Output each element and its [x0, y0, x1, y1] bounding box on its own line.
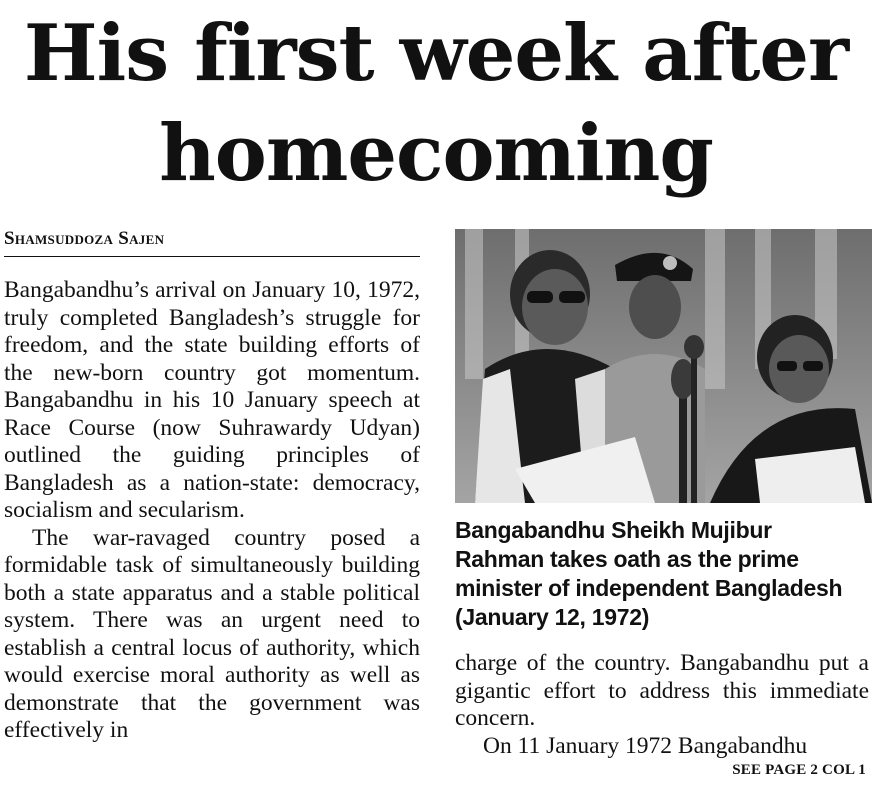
byline: Shamsuddoza Sajen	[4, 228, 420, 257]
photo-caption: Bangabandhu Sheikh Mujibur Rahman takes oath as the prime minister of independent Bangladesh (January 12, 1972)	[455, 517, 843, 630]
paragraph: Bangabandhu’s arrival on January 10, 1972, truly completed Bangladesh’s struggle for freedom, and the state building efforts of the new-born country got momentum. Bangabandhu in his 10 January speech at Race Course (now Suhrawardy Udyan) outlined the guiding principles of Bangladesh as a nation-state: democracy, socialism and secularism.	[4, 277, 420, 523]
paragraph: On 11 January 1972 Bangabandhu	[483, 732, 808, 759]
photo-illustration	[455, 229, 872, 503]
paragraph: charge of the country. Bangabandhu put a gigantic effort to address this immediate concern.	[455, 650, 869, 731]
article-column-right	[455, 650, 869, 760]
paragraph: The war-ravaged country posed a formidable task of simultaneously building both a state apparatus and a stable political system. There was an urgent need to establish a central locus of authority, which would exercise moral authority as well as demonstrate that the government was effectively in	[4, 524, 420, 743]
headline: His first week after homecoming	[23, 8, 849, 199]
article-column-left	[4, 277, 420, 745]
oath-ceremony-photo	[455, 229, 872, 503]
continuation-link[interactable]: SEE PAGE 2 COL 1	[732, 762, 866, 778]
